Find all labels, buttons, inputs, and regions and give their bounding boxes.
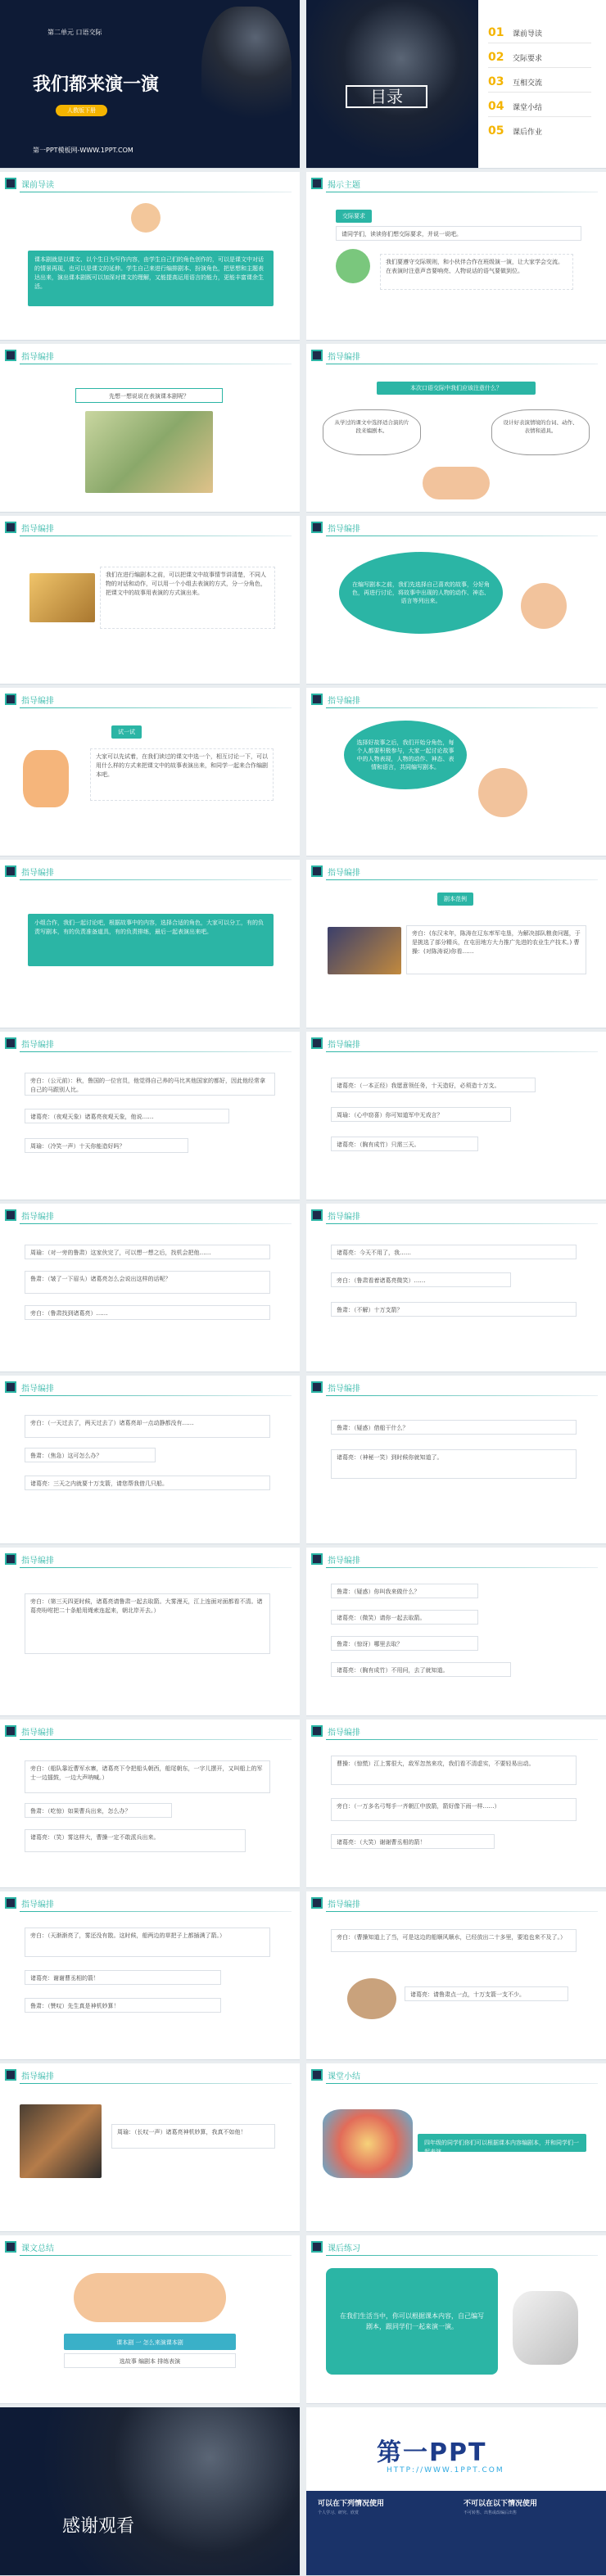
- script-line: 鲁肃：（焦急）这可怎么办？: [25, 1448, 156, 1462]
- slide-title: 指导编排: [328, 1900, 360, 1909]
- slide-title: 课堂小结: [328, 2072, 360, 2081]
- toc-item[interactable]: [488, 51, 542, 64]
- slide-title: 指导编排: [21, 696, 54, 706]
- header-line: [326, 707, 598, 708]
- header-line: [20, 2083, 292, 2084]
- header-square-icon: [5, 1897, 16, 1909]
- reading-figure-illustration: [513, 2291, 578, 2365]
- toc-item[interactable]: [488, 75, 542, 88]
- script-line: 旁白：（公元前）：秋，鲁国的一位官员，他觉得自己养的马比其他国家的都好，因此他经常拿自己的马跟别人比。: [25, 1073, 275, 1096]
- toc-item-text: 交际要求: [513, 54, 543, 63]
- teal-bubble: 在编写剧本之前，我们先选择自己喜欢的故事，分好角色，再进行讨论，将故事中出现的人物的动作、神态、语言等列出来。: [339, 552, 503, 634]
- header-line: [20, 1051, 292, 1052]
- header-line: [326, 1567, 598, 1568]
- slide-13[interactable]: [0, 1032, 300, 1200]
- intro-text-box: 课本剧就是以课文、以个生日为写作内容，由学生自己们的角色创作的，可以是课文中对话的情景再现，也可以是课文的延伸。学生自己来进行编排剧本、扮演角色，把思想和主题表达出来，演出课本剧既可以加深对课文的理解，又能提高运用语言的能力，更能丰富课余生活。: [28, 251, 274, 306]
- script-line: 诸葛亮：三天之内就要十万支箭，请您帮我借几只船。: [25, 1476, 270, 1490]
- slide-22[interactable]: [306, 1720, 606, 1888]
- header-line: [20, 1739, 292, 1740]
- actor-photo: [20, 2104, 102, 2178]
- cover-site: 第一PPT模板网-WWW.1PPT.COM: [33, 147, 133, 154]
- script-line: 诸葛亮：（夜观天象）诸葛亮夜观天象，他说……: [25, 1109, 229, 1123]
- slide-title: 指导编排: [21, 1556, 54, 1566]
- header-square-icon: [5, 1725, 16, 1737]
- header-square-icon: [311, 1209, 323, 1221]
- slide-24[interactable]: [306, 1891, 606, 2060]
- teal-bubble: 选择好故事之后，我们开始分角色，每个人都要积极参与，大家一起讨论故事中的人物表现，人物的动作、神态、表情和语言，共同编写剧本。: [344, 721, 467, 789]
- toc-divider: [488, 92, 591, 93]
- girl-at-desk-illustration: [478, 768, 527, 817]
- script-line: 周瑜：（长叹一声）诸葛亮神机妙算，我真不如他！: [111, 2124, 275, 2149]
- header-square-icon: [5, 1553, 16, 1565]
- left-speech-bubble: 从学过的课文中选择适合演的片段来编剧本。: [323, 409, 421, 455]
- script-line: 周瑜：（对一旁的鲁肃）这家伙完了，可以想一想之后，找机会把他……: [25, 1245, 270, 1259]
- children-photo: [85, 411, 213, 493]
- script-line: 诸葛亮：请鲁肃点一点，十万支箭一支不少。: [405, 1986, 568, 2001]
- slide-16[interactable]: [306, 1204, 606, 1372]
- drama-image: [328, 927, 401, 974]
- toc-item[interactable]: [488, 100, 542, 113]
- script-line: 周瑜：（冷笑一声）十天你能造好吗？: [25, 1138, 188, 1153]
- microphone-image: [201, 7, 292, 162]
- header-square-icon: [311, 1037, 323, 1049]
- slide-title: 指导编排: [328, 1384, 360, 1394]
- reading-boy-illustration: [521, 583, 567, 629]
- slide-26[interactable]: [306, 2063, 606, 2232]
- header-line: [20, 2255, 292, 2256]
- slide-5[interactable]: [0, 344, 300, 513]
- narration-box: 旁白：（第三天四更时候，诸葛亮请鲁肃一起去取箭。大雾漫天，江上连面对面都看不清。诸葛亮吩咐把二十条船用绳索连起来，朝北岸开去。）: [25, 1593, 270, 1654]
- script-line: 旁白：（曹操知道上了当，可是这边的船顺风顺水，已经放出二十多里，要追也来不及了。）: [331, 1929, 577, 1952]
- header-square-icon: [311, 1725, 323, 1737]
- slide-15[interactable]: [0, 1204, 300, 1372]
- header-square-icon: [311, 1897, 323, 1909]
- right-speech-bubble: 设计好表演情境的台词、动作、表情和道具。: [491, 409, 590, 455]
- story-illustration: [29, 573, 95, 622]
- script-line: 旁白：（船队靠近曹军水寨，诸葛亮下令把船头朝西，船尾朝东，一字儿摆开，又叫船上的军士一边擂鼓，一边大声呐喊。）: [25, 1760, 270, 1793]
- script-line: 诸葛亮：（大笑）谢谢曹丞相的箭！: [331, 1834, 495, 1849]
- header-square-icon: [311, 1553, 323, 1565]
- script-line: 鲁肃：（赞叹）先生真是神机妙算！: [25, 1998, 221, 2013]
- header-square-icon: [5, 522, 16, 533]
- header-square-icon: [311, 2069, 323, 2081]
- header-line: [326, 879, 598, 880]
- student-illustration: [131, 203, 161, 233]
- toc-item-num: 02: [488, 51, 504, 64]
- script-text: 旁白：(东汉末年，陈涛在辽东率军屯垦，为解决部队粮食问题，于是挑选了部分精兵，在屯田地方大力推广先进的农业生产技术。) 曹操：(对陈涛说)你看……: [406, 925, 586, 974]
- header-square-icon: [5, 865, 16, 877]
- brand-logo[interactable]: 第一PPT: [377, 2438, 487, 2467]
- slide-title: 课后练习: [328, 2244, 360, 2253]
- header-square-icon: [5, 178, 16, 189]
- slide-27[interactable]: [0, 2235, 300, 2404]
- microphone-image: [306, 0, 478, 168]
- summary-row: 选故事 编剧本 排练表演: [64, 2353, 236, 2368]
- script-line: 诸葛亮：今天不用了，我……: [331, 1245, 577, 1259]
- slide-14[interactable]: [306, 1032, 606, 1200]
- toc-item-text: 互相交流: [513, 79, 543, 88]
- slide-28[interactable]: [306, 2235, 606, 2404]
- header-line: [326, 1739, 598, 1740]
- homework-box: 在我们生活当中，你可以根据课本内容，自己编写剧本，跟同学们一起来演一演。: [326, 2268, 498, 2375]
- header-square-icon: [5, 2069, 16, 2081]
- script-line: 诸葛亮：（神秘一笑）到时候你就知道了。: [331, 1449, 577, 1479]
- slide-title: 指导编排: [21, 1384, 54, 1394]
- header-square-icon: [311, 178, 323, 189]
- question-box: 先想一想说说在表演课本剧呢？: [75, 388, 223, 403]
- toc-item-num: 04: [488, 100, 504, 113]
- header-line: [20, 1223, 292, 1224]
- toc-item[interactable]: [488, 26, 542, 39]
- requirement-box: 我们要遵守交际规则，和小伙伴合作在班级演一演，让大家学会交流。在表演时注意声音要响亮、人物说话的语气要做到位。: [380, 254, 573, 290]
- header-square-icon: [5, 350, 16, 361]
- script-example-pill: 剧本范例: [437, 893, 473, 906]
- toc-item-num: 01: [488, 26, 504, 39]
- slide-title: 指导编排: [328, 1040, 360, 1050]
- slide-title: 指导编排: [21, 1900, 54, 1909]
- header-line: [20, 879, 292, 880]
- slide-9[interactable]: [0, 688, 300, 856]
- script-line: 曹操：（惊慌）江上雾很大，敌军忽然来攻，我们看不清虚实，不要轻易出动。: [331, 1756, 577, 1785]
- header-line: [20, 707, 292, 708]
- toc-item-num: 05: [488, 124, 504, 138]
- group-text-box: 小组合作，我们一起讨论吧，根据故事中的内容，选择合适的角色，大家可以分工，有的负责写剧本，有的负责准备道具，有的负责排练，最后一起表演出来吧。: [28, 914, 274, 966]
- slide-title: 指导编排: [328, 696, 360, 706]
- script-line: 鲁肃：（不解）十万支箭？: [331, 1302, 577, 1317]
- two-kids-illustration: [23, 750, 69, 807]
- toc-divider: [488, 116, 591, 117]
- header-square-icon: [5, 1209, 16, 1221]
- usage-allowed-column: [318, 2501, 384, 2520]
- slide-title: 指导编排: [21, 524, 54, 534]
- script-line: 鲁肃：（疑惑）你叫我来做什么？: [331, 1584, 478, 1598]
- slide-3[interactable]: [0, 172, 300, 341]
- toc-slide[interactable]: [306, 0, 606, 169]
- kids-world-illustration: [323, 2109, 413, 2178]
- header-square-icon: [311, 2241, 323, 2253]
- cover-slide[interactable]: [0, 0, 300, 169]
- slide-19[interactable]: [0, 1548, 300, 1716]
- header-square-icon: [311, 522, 323, 533]
- slide-25[interactable]: [0, 2063, 300, 2232]
- header-line: [326, 2255, 598, 2256]
- slide-title: 课文总结: [21, 2244, 54, 2253]
- summary-box: 四年级的同学们你们可以根据课本内容编剧本，并和同学们一起表演。: [418, 2134, 586, 2152]
- header-square-icon: [311, 694, 323, 705]
- slide-17[interactable]: [0, 1376, 300, 1544]
- question-title: 本次口语交际中我们应该注意什么？: [377, 382, 536, 395]
- slide-title: 指导编排: [328, 352, 360, 362]
- slide-11[interactable]: [0, 860, 300, 1028]
- script-line: 诸葛亮：（胸有成竹）不用问，去了就知道。: [331, 1662, 511, 1677]
- header-square-icon: [311, 350, 323, 361]
- microphone-image: [0, 2407, 300, 2575]
- header-square-icon: [311, 1381, 323, 1393]
- usage-forbidden-sub: 不可转售、出售或改编后出售: [464, 2510, 518, 2515]
- guidance-box: 我们在进行编剧本之前，可以把课文中故事情节讲清楚，不同人物的对话和动作，可以用一个小组去表演的方式，分一分角色，把课文中的故事用表演的方式演出来。: [100, 567, 275, 629]
- header-square-icon: [5, 2241, 16, 2253]
- usage-allowed-title: 可以在下列情况使用: [318, 2500, 385, 2508]
- slide-title: 指导编排: [21, 1040, 54, 1050]
- slide-title: 指导编排: [21, 352, 54, 362]
- toc-item[interactable]: [488, 124, 542, 138]
- header-square-icon: [5, 694, 16, 705]
- slide-title: 指导编排: [21, 1212, 54, 1222]
- brand-url[interactable]: HTTP://WWW.1PPT.COM: [387, 2466, 504, 2474]
- usage-forbidden-column: [464, 2501, 537, 2520]
- slide-10[interactable]: [306, 688, 606, 856]
- toc-label: 目录: [346, 85, 427, 108]
- header-square-icon: [311, 865, 323, 877]
- slide-8[interactable]: [306, 516, 606, 685]
- slide-title: 指导编排: [328, 1556, 360, 1566]
- thanks-text: 感谢观看: [62, 2516, 135, 2537]
- script-line: 诸葛亮：谢谢曹丞相的箭！: [25, 1970, 221, 1985]
- script-line: 周瑜：（心中窃喜）你可知道军中无戏言？: [331, 1107, 511, 1122]
- header-line: [326, 1911, 598, 1912]
- usage-allowed-sub: 个人学习、研究、欣赏: [318, 2510, 360, 2515]
- header-line: [326, 1395, 598, 1396]
- script-line: 鲁肃：（惊讶）哪里去取？: [331, 1636, 478, 1651]
- header-square-icon: [5, 1381, 16, 1393]
- script-line: 旁白：（天渐渐亮了，雾还没有散。这时候，船两边的草把子上都插满了箭。）: [25, 1927, 270, 1957]
- toc-item-text: 课前导读: [513, 29, 543, 38]
- cover-grade-badge: 人教版下册: [56, 105, 107, 116]
- slide-title: 指导编排: [328, 1212, 360, 1222]
- header-line: [326, 1223, 598, 1224]
- script-line: 诸葛亮：（笑）雾这样大，曹操一定不敢派兵出来。: [25, 1829, 246, 1852]
- toc-divider: [488, 67, 591, 68]
- header-line: [326, 1051, 598, 1052]
- script-line: 鲁肃：（皱了一下眉头）诸葛亮怎么会说出这样的话呢？: [25, 1271, 270, 1294]
- cover-title: 我们都来演一演: [33, 75, 160, 95]
- slide-title: 指导编排: [328, 868, 360, 878]
- try-it-pill: 试一试: [111, 725, 142, 739]
- slide-4[interactable]: [306, 172, 606, 341]
- header-square-icon: [5, 1037, 16, 1049]
- slide-12[interactable]: [306, 860, 606, 1028]
- slide-title: 指导编排: [21, 868, 54, 878]
- thanks-slide[interactable]: [0, 2407, 300, 2576]
- script-line: 诸葛亮：（一本正经）我愿意领任务，十天造好，必须造十万支。: [331, 1078, 536, 1092]
- header-line: [326, 2083, 598, 2084]
- reading-kid-illustration: [336, 249, 370, 283]
- script-line: 鲁肃：（疑惑）借船干什么？: [331, 1420, 577, 1435]
- header-line: [20, 1911, 292, 1912]
- toc-item-num: 03: [488, 75, 504, 88]
- header-line: [20, 1395, 292, 1396]
- slide-title: 揭示主题: [328, 180, 360, 190]
- header-line: [20, 1567, 292, 1568]
- kids-group-illustration: [74, 2273, 226, 2322]
- slide-7[interactable]: [0, 516, 300, 685]
- script-line: 旁白：（一万多名弓弩手一齐朝江中放箭，箭好像下雨一样……）: [331, 1798, 577, 1821]
- slide-title: 指导编排: [328, 1728, 360, 1738]
- script-line: 诸葛亮：（微笑）请你一起去取箭。: [331, 1610, 478, 1625]
- slide-title: 指导编排: [328, 524, 360, 534]
- usage-forbidden-title: 不可以在以下情况使用: [464, 2500, 538, 2508]
- summary-banner: 课本剧 一 怎么来演课本剧: [64, 2334, 236, 2350]
- slide-6[interactable]: [306, 344, 606, 513]
- toc-item-text: 课后作业: [513, 128, 543, 137]
- kids-illustration: [423, 467, 490, 499]
- toc-item-text: 课堂小结: [513, 103, 543, 112]
- character-illustration: [347, 1978, 396, 2019]
- section-pill: 交际要求: [336, 210, 372, 223]
- slide-title: 课前导读: [21, 180, 54, 190]
- instruction-box: 请同学们，读读你们想交际要求，并说一说吧。: [336, 226, 581, 241]
- cover-unit: 第二单元 口语交际: [47, 29, 102, 36]
- try-it-text: 大家可以先试着，在我们读过的课文中选一个，相互讨论一下，可以用什么样的方式来把课文中的故事表演出来，和同学一起来合作编剧本吧。: [90, 748, 274, 801]
- slide-title: 指导编排: [21, 1728, 54, 1738]
- slide-18[interactable]: [306, 1376, 606, 1544]
- slide-21[interactable]: [0, 1720, 300, 1888]
- script-line: 鲁肃：（吃惊）如果曹兵出来，怎么办？: [25, 1803, 172, 1818]
- script-line: 旁白：（鲁肃看着诸葛亮微笑）……: [331, 1272, 511, 1287]
- script-line: 旁白：（鲁肃找到诸葛亮）……: [25, 1305, 270, 1320]
- script-line: 旁白：（一天过去了，两天过去了）诸葛亮却一点动静都没有……: [25, 1415, 270, 1438]
- slide-title: 指导编排: [21, 2072, 54, 2081]
- slide-23[interactable]: [0, 1891, 300, 2060]
- script-line: 诸葛亮：（胸有成竹）只需三天。: [331, 1137, 478, 1151]
- ad-slide[interactable]: [306, 2407, 606, 2576]
- slide-20[interactable]: [306, 1548, 606, 1716]
